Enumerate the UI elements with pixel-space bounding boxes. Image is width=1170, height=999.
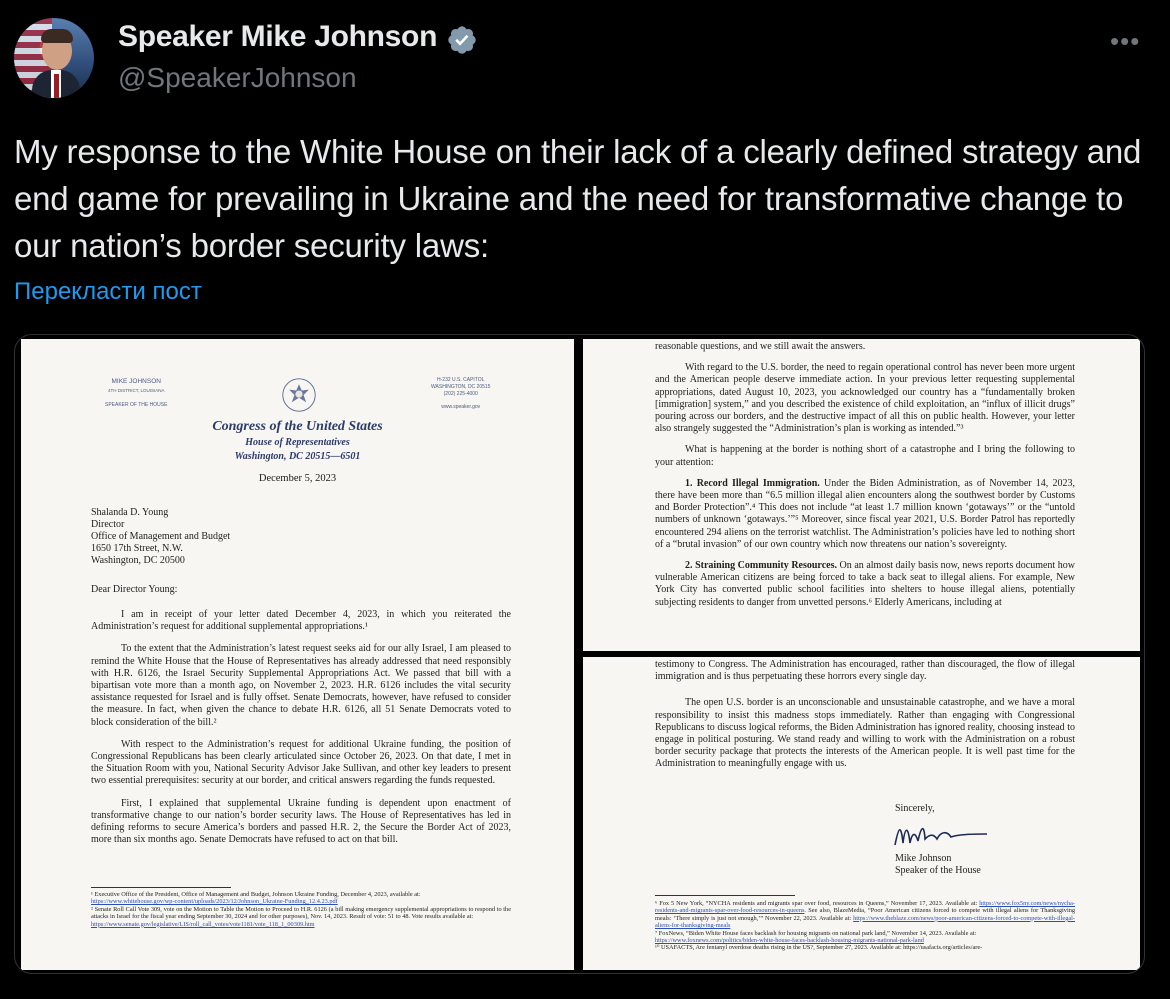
footnote-2-link[interactable]: https://www.senate.gov/legislative/LIS/roll_call_votes/vote1181/vote_118_1_00309.htm: [91, 920, 315, 928]
more-horizontal-icon[interactable]: •••: [1110, 26, 1141, 56]
footnote-6b-link[interactable]: https://www.theblaze.com/news/poor-american-citizens-forced-to-compete-with-illegal-aliens-for-thanksgiving-meals: [655, 914, 1075, 930]
letterhead-right-line-3: (202) 225-4000: [443, 391, 478, 397]
item-1-text: Under the Biden Administration, as of November 14, 2023, there have been more than “6.5 million illegal alien encounters along the southwest border by Customs and Border Protection”.⁴ This does not include “at least 1.7 million known ‘gotaways’” or the “untold numbers of unknown ‘gotaways.’”⁵ Moreover, since fiscal year 2021, U.S. Border Patrol has reportedly encountered 294 aliens on the terrorist watchlist. The Administration’s policies have led to nothing short of a “brutal invasion” of our own country which now threatens our nation’s sovereignty.: [655, 477, 1076, 550]
avatar[interactable]: [14, 18, 94, 98]
recipient-block: [91, 507, 391, 567]
display-name[interactable]: Speaker Mike Johnson: [118, 20, 438, 53]
footnote-1-link[interactable]: https://www.whitehouse.gov/wp-content/uploads/2023/12/Johnson_Ukraine-Funding_12.4.23.pdf: [91, 898, 338, 906]
signature-block: [895, 853, 1075, 877]
letterhead-office: SPEAKER OF THE HOUSE: [105, 402, 168, 408]
letterhead-address: Washington, DC 20515—6501: [234, 451, 361, 462]
letter-page-1[interactable]: [21, 339, 574, 970]
footnote-7-link[interactable]: https://www.foxnews.com/politics/biden-white-house-faces-backlash-housing-migrants-national-park-land: [655, 937, 924, 945]
item-2-text: On an almost daily basis now, news reports document how vulnerable American citizens are being forced to take a back seat to illegal aliens. For example, New York City has converted public school facilities into shelters to house illegal aliens, potentially subjecting residents to danger from unvetted persons.⁶ Elderly Americans, including at: [655, 560, 1075, 608]
footnote-6: ⁶ Fox 5 New York, “NYCHA residents and migrants spar over food, resources in Queens,” November 17, 2023. Available at:: [655, 900, 978, 907]
page-2-top-line: reasonable questions, and we still await the answers.: [655, 341, 866, 352]
salutation: Dear Director Young:: [91, 584, 178, 595]
footnotes-left: [91, 891, 511, 928]
closing: Sincerely,: [895, 803, 935, 814]
letter-page-3[interactable]: [583, 657, 1140, 970]
letterhead-right-line-1: H-232 U.S. CAPITOL: [437, 377, 485, 383]
paragraph-4: First, I explained that supplemental Ukraine funding is dependent upon enactment of transformative change to our nation’s border security laws. The House of Representatives has led in defining reforms to secure America’s borders and passed H.R. 2, the Secure the Border Act of 2023, more than six months ago. Senate Democrats have refused to act on that bill.: [91, 797, 511, 846]
recipient-title: Director: [91, 519, 125, 530]
item-1-heading: 1. Record Illegal Immigration.: [685, 477, 820, 489]
footnote-10: ¹⁰ USAFACTS, Are fentanyl overdose deaths rising in the US?, September 27, 2023. Available at: https://usafacts.org/articles/are-: [655, 944, 983, 952]
page-3-body: [655, 659, 1075, 771]
letter-image-grid[interactable]: [14, 334, 1145, 974]
user-handle[interactable]: @SpeakerJohnson: [118, 62, 357, 93]
letterhead-right: [431, 377, 490, 411]
recipient-city: Washington, DC 20500: [91, 555, 185, 566]
footnote-rule: [91, 887, 231, 888]
signer-title: Speaker of the House: [895, 865, 981, 877]
page-2-body: [655, 341, 1075, 609]
signer-name: Mike Johnson: [895, 853, 952, 864]
letter-page-2[interactable]: [583, 339, 1140, 651]
avatar-tie: [54, 74, 59, 98]
open-border-paragraph: The open U.S. border is an unconscionable and unsustainable catastrophe, and we have a moral responsibility to insist this madness stops immediately. Rather than engaging with Congressional Republicans to discuss logical reforms, the Biden Administration has ignored reality, choosing instead to engage in political posturing. We stand ready and willing to work with the Administration on a robust border security package that protects the interests of the American people. It is well past time for the Administration to meaningfully engage with us.: [655, 697, 1075, 770]
item-2-heading: 2. Straining Community Resources.: [685, 560, 837, 572]
item-1: [655, 478, 1075, 551]
footnote-6-link[interactable]: https://www.fox5ny.com/news/nycha-residents-and-migrants-spar-over-food-resources-in-queens: [655, 900, 1075, 915]
letterhead-district: 4TH DISTRICT, LOUISIANA: [107, 388, 165, 393]
paragraph-2: To the extent that the Administration’s latest request seeks aid for our ally Israel, I am pleased to remind the White House that the House of Representatives has already addressed that need responsibly with H.R. 6126, the Israel Security Supplemental Appropriations Act. We passed that bill with a bipartisan vote more than a month ago, on November 2, 2023. H.R. 6126 includes the vital security assistance requested for Israel and is fully offset. Senate Democrats, however, have refused to consider the measure. In fact, when given the chance to debate H.R. 6126, all 51 Senate Democrats voted to block consideration of the bill.²: [91, 643, 511, 728]
letterhead-title: Congress of the United States: [212, 419, 383, 434]
post-text: My response to the White House on their lack of a clearly defined strategy and end game for prevailing in Ukraine and the need for transformative change to our nation’s border security laws:: [14, 133, 1142, 264]
paragraph-1: I am in receipt of your letter dated December 4, 2023, in which you reiterated the Administration’s request for additional supplemental appropriations.¹: [91, 609, 511, 633]
footnote-1: ¹ Executive Office of the President, Office of Management and Budget, Johnson Ukraine Funding, December 4, 2023, available at:: [91, 891, 421, 898]
letterhead-subtitle: House of Representatives: [245, 437, 350, 448]
avatar-hair: [41, 29, 73, 43]
paragraph-3: With respect to the Administration’s request for additional Ukraine funding, the position of Congressional Republicans has been clearly articulated since October 26, 2023. On that date, I met in the Situation Room with you, National Security Advisor Jake Sullivan, and other key leaders to present two essential prerequisites: security at our border, and critical answers regarding the funds requested.: [91, 738, 511, 787]
letterhead-right-line-2: WASHINGTON, DC 20515: [431, 384, 491, 390]
recipient-street: 1650 17th Street, N.W.: [91, 543, 183, 554]
page-3-top-line: testimony to Congress. The Administration has encouraged, rather than discouraged, the flow of illegal immigration and is thus perpetuating these horrors every single day.: [655, 659, 1075, 683]
footnote-rule-right: [655, 895, 795, 896]
border-paragraph: With regard to the U.S. border, the need to regain operational control has never been more urgent and the American people deserve immediate action. In your previous letter requesting supplemental appropriations, dated August 10, 2023, you acknowledged our country has a “fundamentally broken [immigration] system,” and you described the existence of child exploitation, an “influx of illicit drugs” pouring across our borders, and the destructive impact of all this on public health. However, your letter also strangely suggested the “Administration’s plan is working as intended.”³: [655, 362, 1075, 435]
catastrophe-paragraph: What is happening at the border is nothing short of a catastrophe and I bring the following to your attention:: [655, 444, 1075, 468]
letterhead-name: MIKE JOHNSON: [111, 378, 161, 385]
letter-body-left: [91, 609, 511, 846]
translate-post-link[interactable]: Перекласти пост: [14, 278, 202, 305]
footnote-2: ² Senate Roll Call Vote 309, vote on the Motion to Table the Motion to Proceed to H.R. 6126 (a bill making emergency supplemental appropriations to respond to the attacks in Israel for the fiscal year ending September 30, 2024 and for other purposes), Nov. 14, 2023. Result of vote: 51 to 48. Vote results available at:: [91, 905, 511, 921]
signature-icon: [891, 817, 991, 853]
recipient-office: Office of Management and Budget: [91, 531, 231, 542]
footnote-7: ⁷ FoxNews, “Biden White House faces backlash for housing migrants on national park land,” November 14, 2023. Available at:: [655, 929, 977, 937]
footnotes-right: [655, 900, 1075, 952]
footnote-6-cont: . See also, BlazeMedia, “Poor American citizens forced to compete with illegal aliens for Thanksgiving meals: ‘There simply is just not enough,’” November 22, 2023. Available at:: [655, 907, 1075, 922]
item-2: [655, 560, 1075, 609]
recipient-name: Shalanda D. Young: [91, 507, 169, 518]
verified-badge-icon: [446, 24, 478, 56]
letterhead-left: [105, 377, 167, 410]
house-seal-icon: [281, 377, 317, 413]
letterhead-right-line-4: www.speaker.gov: [441, 404, 481, 410]
letter-date: December 5, 2023: [258, 473, 337, 484]
